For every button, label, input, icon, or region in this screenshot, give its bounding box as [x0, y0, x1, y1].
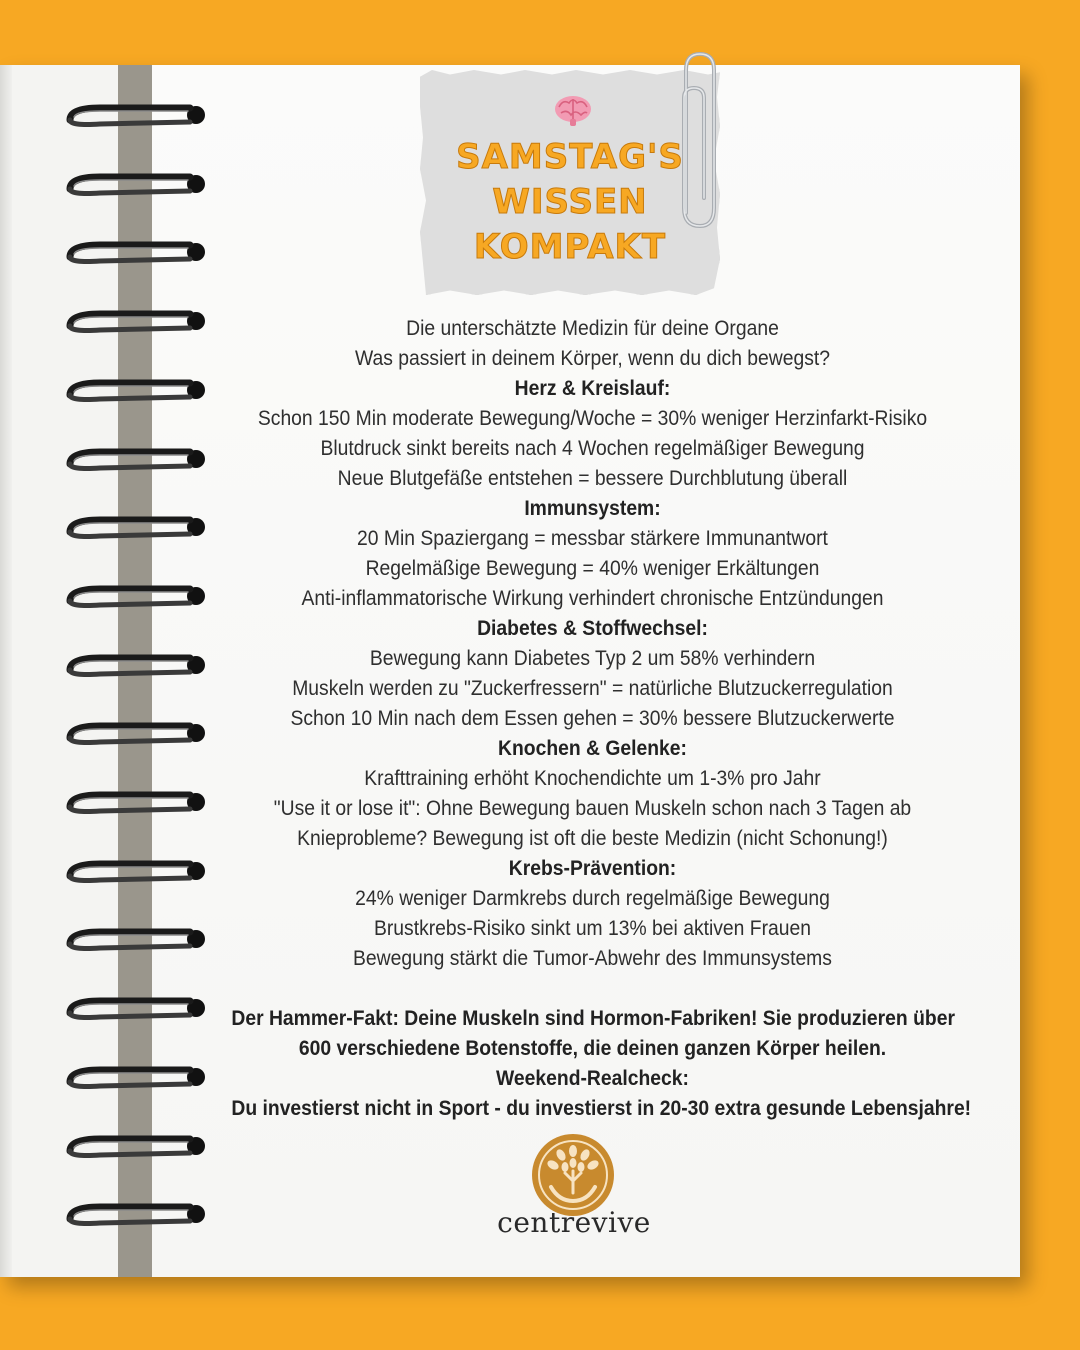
section-item: Bewegung stärkt die Tumor-Abwehr des Immunsystems — [353, 947, 832, 970]
realcheck-heading: Weekend-Realcheck: — [496, 1067, 689, 1090]
section-heading: Knochen & Gelenke: — [498, 737, 687, 760]
spiral-ring — [60, 1131, 210, 1161]
section-item: Anti-inflammatorische Wirkung verhindert chronische Entzündungen — [301, 587, 884, 610]
section-heading: Diabetes & Stoffwechsel: — [477, 617, 708, 640]
spiral-ring — [60, 993, 210, 1023]
section-heading: Krebs-Prävention: — [508, 857, 677, 880]
realcheck-text: Du investierst nicht in Sport - du investierst in 20-30 extra gesunde Lebensjahre! — [231, 1097, 972, 1120]
note-title-line-2: WISSEN — [492, 182, 648, 222]
section-item: Regelmäßige Bewegung = 40% weniger Erkältungen — [365, 557, 820, 580]
section-item: Schon 10 Min nach dem Essen gehen = 30% bessere Blutzuckerwerte — [290, 707, 895, 730]
spiral-ring — [60, 581, 210, 611]
section-item: Krafttraining erhöht Knochendichte um 1-3% pro Jahr — [364, 767, 821, 790]
section-item: Knieprobleme? Bewegung ist oft die beste Medizin (nicht Schonung!) — [297, 827, 888, 850]
spiral-ring — [60, 100, 210, 130]
left-page-edge — [0, 65, 12, 1277]
section-item: 20 Min Spaziergang = messbar stärkere Immunantwort — [357, 527, 828, 550]
spiral-ring — [60, 512, 210, 542]
spiral-ring — [60, 375, 210, 405]
spiral-ring — [60, 444, 210, 474]
section-item: Schon 150 Min moderate Bewegung/Woche = 30% weniger Herzinfarkt-Risiko — [257, 407, 928, 430]
spiral-ring — [60, 306, 210, 336]
intro-line: Die unterschätzte Medizin für deine Organe — [406, 317, 779, 340]
spiral-ring — [60, 718, 210, 748]
section-item: "Use it or lose it": Ohne Bewegung bauen Muskeln schon nach 3 Tagen ab — [273, 797, 912, 820]
spiral-ring — [60, 169, 210, 199]
spiral-ring — [60, 924, 210, 954]
spacer — [200, 974, 985, 1004]
intro-line: Was passiert in deinem Körper, wenn du dich bewegst? — [354, 347, 831, 370]
spiral-ring — [60, 237, 210, 267]
section-item: 24% weniger Darmkrebs durch regelmäßige Bewegung — [355, 887, 830, 910]
section-item: Bewegung kann Diabetes Typ 2 um 58% verhindern — [369, 647, 816, 670]
brain-icon — [553, 93, 593, 127]
section-item: Muskeln werden zu "Zuckerfressern" = natürliche Blutzuckerregulation — [292, 677, 893, 700]
section-heading: Herz & Kreislauf: — [514, 377, 671, 400]
spiral-ring — [60, 856, 210, 886]
spiral-ring — [60, 1062, 210, 1092]
section-item: Neue Blutgefäße entstehen = bessere Durchblutung überall — [337, 467, 848, 490]
article-text — [200, 314, 985, 1124]
hammer-fact-line: 600 verschiedene Botenstoffe, die deinen ganzen Körper heilen. — [298, 1037, 887, 1060]
note-title-line-3: KOMPAKT — [473, 227, 667, 267]
spiral-ring — [60, 1199, 210, 1229]
spiral-ring — [60, 787, 210, 817]
spiral-ring — [60, 650, 210, 680]
section-item: Brustkrebs-Risiko sinkt um 13% bei aktiven Frauen — [373, 917, 812, 940]
section-item: Blutdruck sinkt bereits nach 4 Wochen regelmäßiger Bewegung — [320, 437, 865, 460]
section-heading: Immunsystem: — [524, 497, 661, 520]
brand-name: centrevive — [497, 1206, 651, 1239]
hammer-fact-line: Der Hammer-Fakt: Deine Muskeln sind Hormon-Fabriken! Sie produzieren über — [231, 1007, 955, 1030]
note-title-line-1: SAMSTAG'S — [456, 137, 684, 177]
